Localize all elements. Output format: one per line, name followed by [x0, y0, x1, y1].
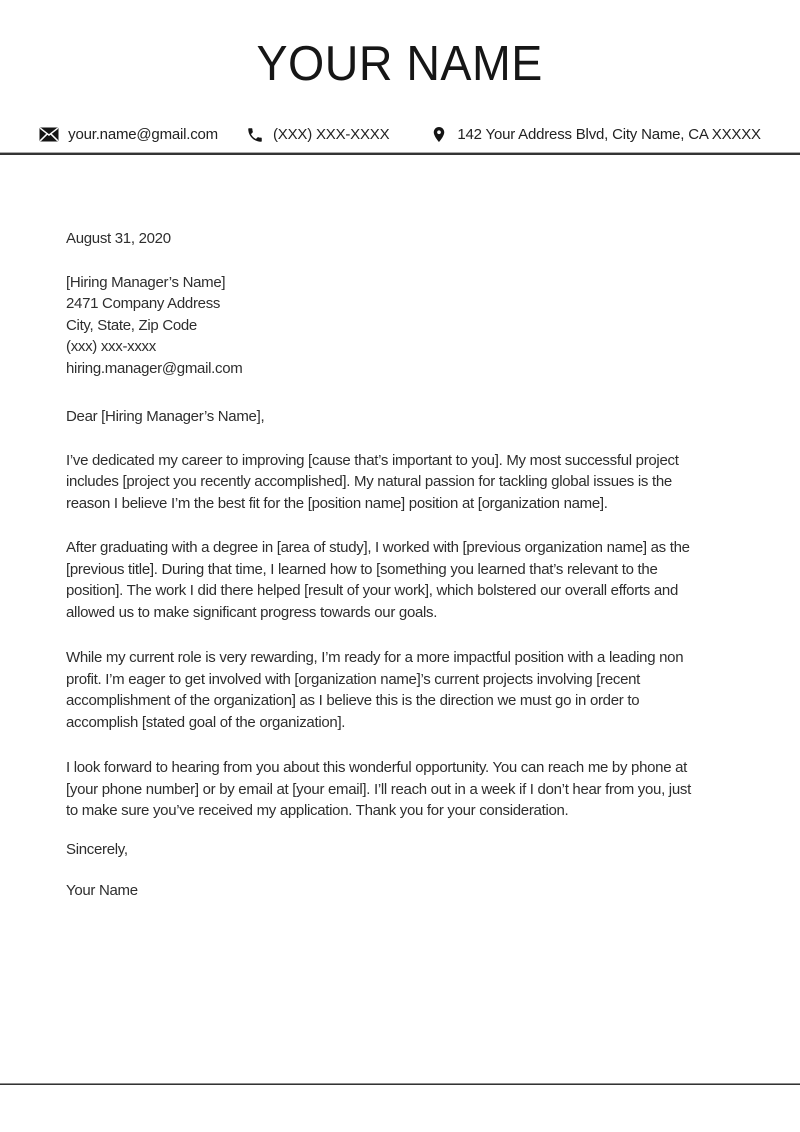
text-line: accomplish [stated goal of the organization]. [66, 713, 346, 731]
contact-email-text: your.name@gmail.com [68, 126, 218, 143]
signature-text: Your Name [66, 882, 138, 899]
signature [66, 880, 740, 902]
date-text: August 31, 2020 [66, 230, 171, 247]
phone-icon [246, 126, 264, 144]
contact-address [430, 125, 760, 144]
footer-rule [0, 1083, 800, 1085]
text-line: (xxx) xxx-xxxx [66, 338, 156, 355]
contact-email [39, 126, 218, 143]
text-line: [your phone number] or by email at [your email]. I’ll reach out in a week if I don’t hear from you, just [66, 780, 691, 798]
recipient-address-block [66, 272, 740, 380]
text-line: hiring.manager@gmail.com [66, 359, 243, 377]
text-line: to make sure you’ve received my application. Thank you for your consideration. [66, 802, 569, 819]
text-line: includes [project you recently accomplished]. My natural passion for tackling global issues is the [66, 473, 672, 490]
text-line: I’ve dedicated my career to improving [cause that’s important to you]. My most successful project [66, 451, 679, 469]
text-line: While my current role is very rewarding, I’m ready for a more impactful position with a leading non [66, 649, 684, 666]
paragraph-4 [66, 757, 740, 822]
text-line: accomplishment of the organization] as I believe this is the direction we must go in order to [66, 692, 640, 709]
closing [66, 839, 740, 861]
email-icon [39, 127, 59, 142]
text-line: reason I believe I’m the best fit for the [position name] position at [organization name]. [66, 494, 608, 512]
text-line: allowed us to make significant progress towards our goals. [66, 603, 438, 621]
contact-row [0, 124, 800, 145]
paragraph-1 [66, 450, 740, 515]
text-line: [previous title]. During that time, I learned how to [something you learned that’s relevant to the [66, 560, 658, 578]
salutation [66, 406, 740, 428]
paragraph-3 [66, 647, 740, 733]
page-title [0, 39, 800, 89]
letter-body [0, 155, 800, 902]
text-line: position]. The work I did there helped [result of your work], which bolstered our overall efforts and [66, 582, 678, 599]
text-line: profit. I’m eager to get involved with [organization name]’s current projects involving [recent [66, 670, 641, 688]
paragraph-2 [66, 537, 740, 623]
contact-address-text: 142 Your Address Blvd, City Name, CA XXXXX [457, 126, 761, 143]
text-line: I look forward to hearing from you about this wonderful opportunity. You can reach me by phone at [66, 759, 688, 776]
location-icon [430, 125, 448, 144]
contact-phone-text: (XXX) XXX-XXXX [272, 126, 390, 143]
salutation-text: Dear [Hiring Manager’s Name], [66, 408, 265, 425]
text-line: After graduating with a degree in [area of study], I worked with [previous organization name] as the [66, 539, 690, 556]
your-name-heading: YOUR NAME [256, 37, 544, 91]
contact-phone [246, 126, 389, 144]
letter-date [66, 228, 740, 250]
text-line: City, State, Zip Code [66, 316, 197, 334]
text-line: 2471 Company Address [66, 295, 221, 312]
text-line: [Hiring Manager’s Name] [66, 273, 226, 291]
letter-header [0, 0, 800, 155]
closing-text: Sincerely, [66, 840, 128, 858]
